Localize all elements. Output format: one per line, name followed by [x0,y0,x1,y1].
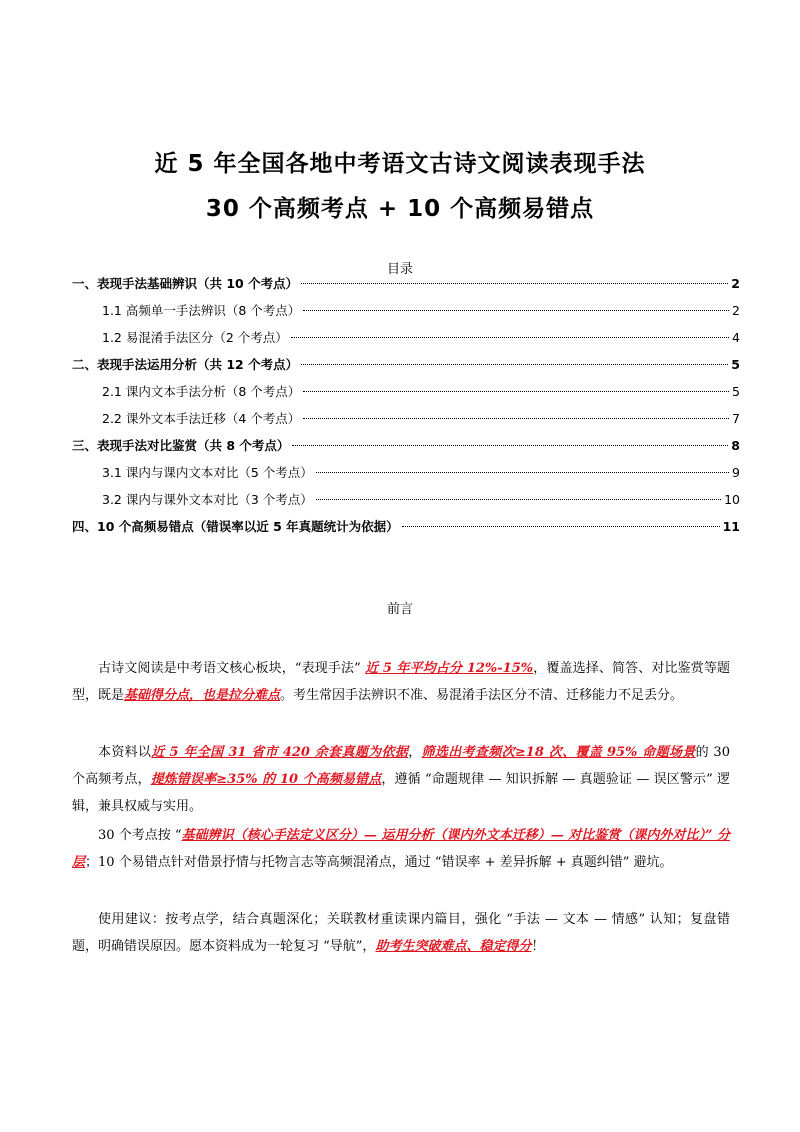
toc-entry[interactable]: 2.1 课内文本手法分析（8 个考点） 5 [102,384,740,399]
preface-paragraph-3: 30 个考点按 “基础辨识（核心手法定义区分）— 运用分析（课内外文本迁移）— 对比鉴赏（课内外对比）” 分层；10 个易错点针对借景抒情与托物言志等高频混淆点，通过 “错误率 + 差异拆解 + 真题纠错” 避坑。 [72,828,730,870]
preface-heading: 前言 [386,602,413,617]
toc-heading: 目录 [386,262,413,277]
toc-entry[interactable]: 1.1 高频单一手法辨识（8 个考点） 2 [102,303,740,318]
highlight: 近 5 年全国 31 省市 420 余套真题为依据 [151,745,409,760]
highlight: 助考生突破难点、稳定得分 [375,939,532,954]
highlight: 提炼错误率≥35% 的 10 个高频易错点 [150,772,382,787]
toc-entry[interactable]: 一、表现手法基础辨识（共 10 个考点） 2 [72,276,740,291]
highlight: 近 5 年平均占分 12%-15% [365,661,534,676]
toc-entry[interactable]: 3.2 课内与课外文本对比（3 个考点） 10 [102,492,740,507]
toc-entry[interactable]: 3.1 课内与课内文本对比（5 个考点） 9 [102,465,740,480]
highlight: 筛选出考查频次≥18 次、覆盖 95% 命题场景 [421,745,696,760]
toc-entry[interactable]: 三、表现手法对比鉴赏（共 8 个考点） 8 [72,438,740,453]
toc-entry[interactable]: 1.2 易混淆手法区分（2 个考点） 4 [102,330,740,345]
highlight: 基础得分点，也是拉分难点 [124,688,281,703]
preface-paragraph-1: 古诗文阅读是中考语文核心板块，“表现手法” 近 5 年平均占分 12%-15%，覆盖选择、简答、对比鉴赏等题型，既是基础得分点，也是拉分难点。考生常因手法辨识不准、易混淆手法区分不清、迁移能力不足丢分。 [72,661,730,703]
preface-paragraph-2: 本资料以近 5 年全国 31 省市 420 余套真题为依据，筛选出考查频次≥18 次、覆盖 95% 命题场景的 30 个高频考点，提炼错误率≥35% 的 10 个高频易错点，遵循 “命题规律 — 知识拆解 — 真题验证 — 误区警示” 逻辑，兼具权威与实用。 [72,745,730,814]
highlight: 基础辨识（核心手法定义区分）— 运用分析（课内外文本迁移）— 对比鉴赏（课内外对比）” 分层 [72,828,730,870]
toc-entry[interactable]: 四、10 个高频易错点（错误率以近 5 年真题统计为依据） 11 [72,519,740,534]
toc-entry[interactable]: 2.2 课外文本手法迁移（4 个考点） 7 [102,411,740,426]
preface-paragraph-4: 使用建议：按考点学，结合真题深化；关联教材重读课内篇目，强化 “手法 — 文本 — 情感” 认知；复盘错题，明确错误原因。愿本资料成为一轮复习 “导航”，助考生突破难点、稳定得分！ [72,912,730,954]
doc-title-line1: 近 5 年全国各地中考语文古诗文阅读表现手法 [154,151,646,177]
toc-entry[interactable]: 二、表现手法运用分析（共 12 个考点） 5 [72,357,740,372]
doc-title-line2: 30 个高频考点 + 10 个高频易错点 [205,196,595,222]
